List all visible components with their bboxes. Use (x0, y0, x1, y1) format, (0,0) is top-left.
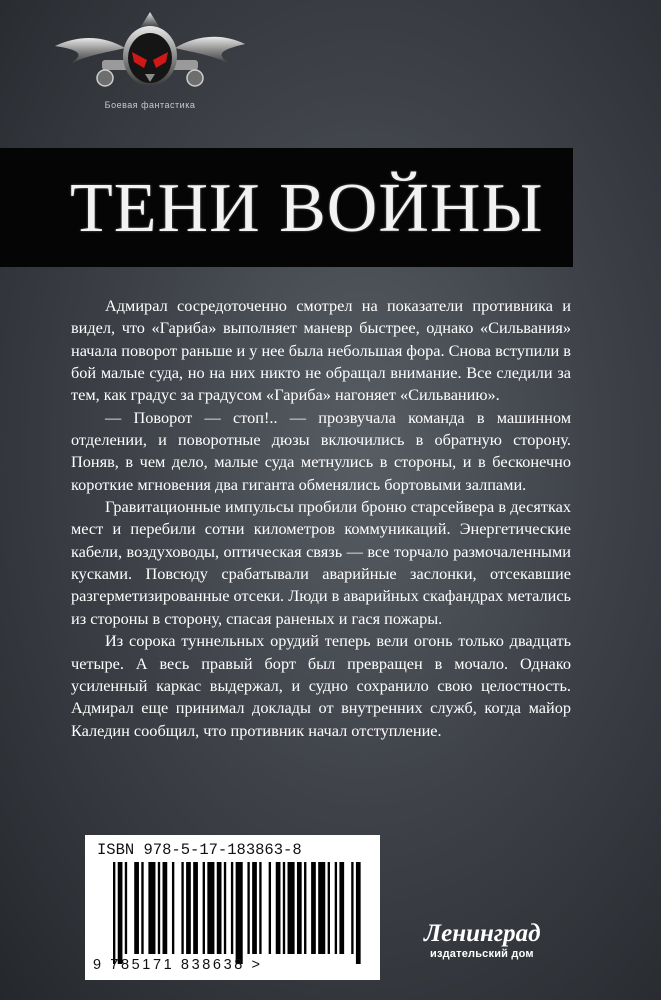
barcode-bar (181, 862, 183, 954)
annotation-paragraph: — Поворот — стоп!.. — прозвучала команда в машинном отделении, и поворотные дюзы включились в обратную сторону. Поняв, в чем дело, малые суда метнулись в стороны, и в бесконечно короткие мгновения два гиганта обменялись бортовыми залпами. (71, 407, 571, 494)
barcode-bar (148, 862, 155, 954)
barcode-bar (125, 862, 127, 954)
barcode-bar (297, 862, 302, 954)
barcode-bar (269, 862, 271, 954)
annotation-text (71, 295, 571, 742)
annotation-paragraph: Адмирал сосредоточенно смотрел на показатели противника и видел, что «Гариба» выполняет маневр быстрее, однако «Сильвания» начала поворот раньше и у нее была небольшая фора. Снова вступили в бой малые суда, но на них никто не обращал внимание. Все следили за тем, как градус за градусом «Гариба» нагоняет «Сильванию». (71, 296, 571, 405)
barcode-panel (85, 835, 380, 980)
barcode-bar (328, 862, 330, 954)
barcode-bar (186, 862, 191, 954)
barcode-bar (283, 862, 285, 954)
barcode-bar (276, 862, 281, 954)
barcode-bar (288, 862, 295, 954)
barcode-bar (318, 862, 325, 954)
series-logo (50, 8, 250, 118)
barcode-bar (252, 862, 257, 954)
barcode-bar (203, 862, 205, 954)
barcode-bar (351, 862, 353, 954)
barcode-bar (356, 862, 361, 964)
barcode-bar (172, 862, 174, 954)
publisher-logo (424, 920, 564, 970)
barcode-bar (163, 862, 168, 954)
barcode-bar (158, 862, 160, 954)
barcode-bar (207, 862, 214, 954)
barcode-bar (311, 862, 316, 954)
barcode-bar (141, 862, 143, 954)
barcode-bar (224, 862, 226, 954)
barcode-bar (217, 862, 222, 954)
annotation-paragraph: Гравитационные импульсы пробили броню старсейвера в десятках мест и перебили сотни километров коммуникаций. Энергетические кабели, воздуховоды, оптическая связь — все торчало размочаленными кусками. Повсюду срабатывали аварийные заслонки, отсекавшие разгерметизированные отсеки. Люди в аварийных скафандрах метались из стороны в сторону, спасая раненых и гася пожары. (71, 497, 571, 628)
barcode-bar (247, 862, 249, 954)
alien-mask-emblem-icon (50, 8, 250, 103)
barcode-bar (113, 862, 115, 964)
barcode-number: 9 785171 838638 > (93, 957, 263, 973)
isbn-label: ISBN 978-5-17-183863-8 (97, 841, 302, 859)
publisher-name: Ленинград (424, 920, 541, 947)
barcode-bar (335, 862, 337, 954)
barcode-bar (134, 862, 139, 954)
barcode-bar (193, 862, 198, 954)
barcode-bar (118, 862, 123, 964)
book-title: ТЕНИ ВОЙНЫ (70, 170, 544, 247)
publisher-subtitle: издательский дом (430, 948, 534, 960)
barcode-bar (259, 862, 261, 954)
annotation-paragraph: Из сорока туннельных орудий теперь вели огонь только двадцать четыре. А весь правый борт был превращен в мочало. Однако усиленный каркас выдержал, и судно сохранило свою целостность. Адмирал еще принимал доклады от внутренних служб, когда майор Каледин сообщил, что противник начал отступление. (71, 631, 571, 740)
barcode-bar (231, 862, 233, 954)
barcode-bars (113, 862, 363, 964)
series-caption: Боевая фантастика (104, 100, 196, 110)
barcode-bar (236, 862, 243, 964)
barcode-bar (304, 862, 306, 954)
barcode-bar (339, 862, 344, 954)
